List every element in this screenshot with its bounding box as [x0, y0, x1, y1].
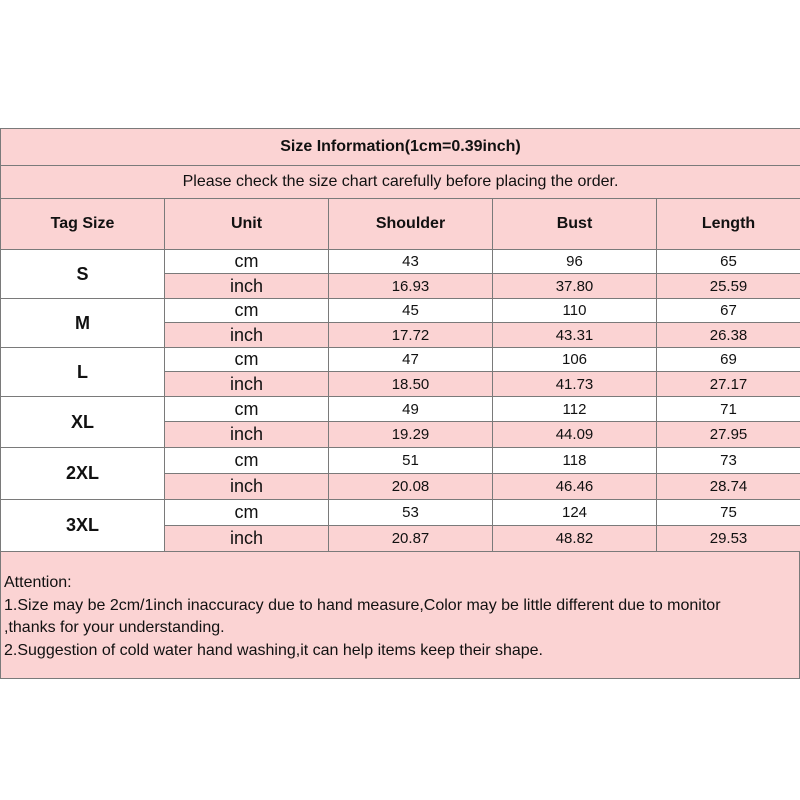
bust-cell: 112 [493, 397, 657, 422]
tag-size-cell: 2XL [1, 448, 165, 500]
attention-line: 2.Suggestion of cold water hand washing,it can help items keep their shape. [4, 641, 543, 659]
shoulder-cell: 43 [329, 250, 493, 274]
shoulder-cell: 45 [329, 299, 493, 323]
bust-cell: 41.73 [493, 372, 657, 397]
tag-size-cell: 3XL [1, 500, 165, 552]
unit-cell: cm [165, 250, 329, 274]
length-cell: 28.74 [657, 474, 800, 500]
bust-cell: 124 [493, 500, 657, 526]
unit-cell: inch [165, 323, 329, 348]
table-row [1, 448, 800, 474]
attention-line: 1.Size may be 2cm/1inch inaccuracy due to hand measure,Color may be little different due to monitor [4, 596, 721, 614]
size-rows [1, 250, 800, 552]
length-cell: 67 [657, 299, 800, 323]
table-row [1, 397, 800, 422]
tag-size-cell: M [1, 299, 165, 348]
shoulder-cell: 47 [329, 348, 493, 372]
header-row [1, 199, 800, 250]
tag-size-cell: S [1, 250, 165, 299]
table-subtitle: Please check the size chart carefully before placing the order. [1, 166, 800, 199]
bust-cell: 46.46 [493, 474, 657, 500]
bust-cell: 44.09 [493, 422, 657, 448]
table-row [1, 250, 800, 274]
unit-cell: cm [165, 500, 329, 526]
shoulder-cell: 19.29 [329, 422, 493, 448]
length-cell: 69 [657, 348, 800, 372]
header-bust: Bust [493, 199, 657, 250]
shoulder-cell: 51 [329, 448, 493, 474]
unit-cell: cm [165, 448, 329, 474]
shoulder-cell: 17.72 [329, 323, 493, 348]
header-shoulder: Shoulder [329, 199, 493, 250]
length-cell: 71 [657, 397, 800, 422]
table-row [1, 500, 800, 526]
length-cell: 25.59 [657, 274, 800, 299]
bust-cell: 110 [493, 299, 657, 323]
table-row [1, 299, 800, 323]
length-cell: 27.17 [657, 372, 800, 397]
bust-cell: 96 [493, 250, 657, 274]
attention-note [0, 552, 800, 679]
header-tag-size: Tag Size [1, 199, 165, 250]
unit-cell: inch [165, 526, 329, 552]
shoulder-cell: 20.87 [329, 526, 493, 552]
length-cell: 65 [657, 250, 800, 274]
table-row [1, 348, 800, 372]
bust-cell: 118 [493, 448, 657, 474]
bust-cell: 37.80 [493, 274, 657, 299]
size-table [0, 128, 800, 552]
unit-cell: inch [165, 422, 329, 448]
shoulder-cell: 20.08 [329, 474, 493, 500]
shoulder-cell: 49 [329, 397, 493, 422]
attention-line: ,thanks for your understanding. [4, 619, 225, 636]
length-cell: 26.38 [657, 323, 800, 348]
unit-cell: inch [165, 274, 329, 299]
header-unit: Unit [165, 199, 329, 250]
shoulder-cell: 16.93 [329, 274, 493, 299]
bust-cell: 48.82 [493, 526, 657, 552]
size-chart [0, 128, 800, 679]
bust-cell: 43.31 [493, 323, 657, 348]
shoulder-cell: 18.50 [329, 372, 493, 397]
bust-cell: 106 [493, 348, 657, 372]
unit-cell: cm [165, 397, 329, 422]
unit-cell: cm [165, 299, 329, 323]
header-length: Length [657, 199, 800, 250]
length-cell: 75 [657, 500, 800, 526]
unit-cell: cm [165, 348, 329, 372]
length-cell: 27.95 [657, 422, 800, 448]
tag-size-cell: L [1, 348, 165, 397]
length-cell: 29.53 [657, 526, 800, 552]
attention-heading: Attention: [4, 574, 72, 591]
shoulder-cell: 53 [329, 500, 493, 526]
unit-cell: inch [165, 372, 329, 397]
unit-cell: inch [165, 474, 329, 500]
table-title: Size Information(1cm=0.39inch) [1, 129, 800, 166]
length-cell: 73 [657, 448, 800, 474]
tag-size-cell: XL [1, 397, 165, 448]
